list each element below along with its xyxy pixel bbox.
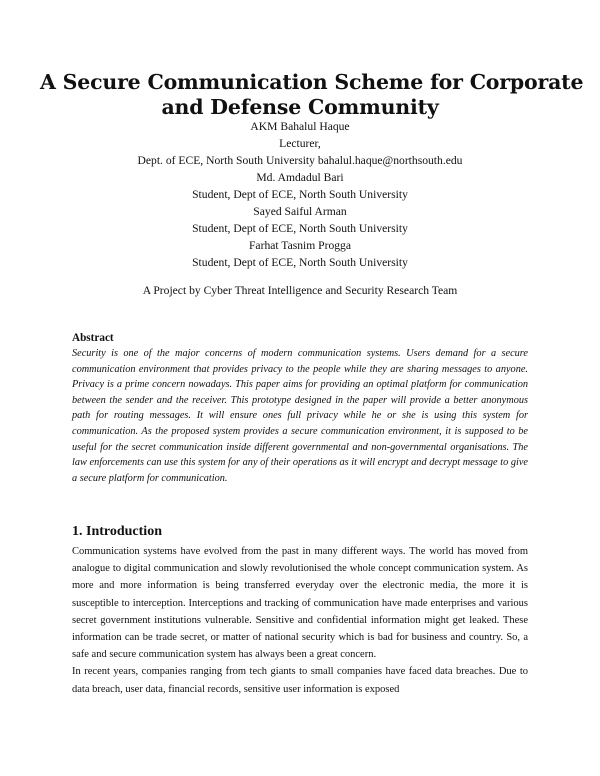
author-line: Farhat Tasnim Progga (248, 239, 352, 252)
author-line: AKM Bahalul Haque (250, 120, 350, 133)
author-line: Student, Dept of ECE, North South University (192, 222, 408, 235)
abstract-heading: Abstract (72, 332, 114, 344)
intro-paragraph: In recent years, companies ranging from tech giants to small companies have faced data breaches. Due to data breach, user data, financial records, sensitive user information is exposed (72, 666, 528, 695)
author-line: Lecturer, (279, 137, 321, 150)
author-line: Md. Amdadul Bari (256, 171, 344, 184)
author-line: Student, Dept of ECE, North South University (192, 256, 408, 269)
abstract-text: Security is one of the major concerns of modern communication systems. Users demand for a secure communication environment that provides privacy to the people while they are sharing messages to anyone. Privacy is a prime concern nowadays. This paper aims for providing an optimal platform for communication between the sender and the receiver. This prototype designed in the paper will provide a better anonymous path for routing messages. It will ensure ones full privacy while he or she is using this system for communication. As the proposed system provides a secure communication environment, it is supposed to be useful for the secret communication inside different governmental and non-governmental organisations. The law enforcements can use this system for any of their operations as it will encrypt and decrypt message to give a secure platform for communication. (72, 348, 528, 484)
author-line: Dept. of ECE, North South University bahalul.haque@northsouth.edu (137, 154, 463, 167)
intro-paragraph: Communication systems have evolved from the past in many different ways. The world has moved from analogue to digital communication and slowly revolutionised the whole concept communication system. As more and more information is being transferred everyday over the electronic media, the more it is susceptible to interception. Interceptions and tracking of communication have made enterprises and various secret government institutions vulnerable. Sensitive and confidential information might get leaked. These information can be trade secret, or matter of national security which is bad for business and country. So, a safe and secure communication system has always been a great concern. (72, 546, 528, 661)
project-line: A Project by Cyber Threat Intelligence and Security Research Team (142, 284, 458, 297)
title-line-1: A Secure Communication Scheme for Corporate (40, 70, 584, 94)
author-line: Student, Dept of ECE, North South University (192, 188, 408, 201)
author-block (40, 118, 560, 271)
author-line: Sayed Saiful Arman (253, 205, 347, 218)
section-heading-introduction: 1. Introduction (72, 524, 162, 539)
introduction-body (72, 543, 528, 698)
paper-title (40, 70, 584, 120)
title-line-2: and Defense Community (161, 95, 439, 119)
